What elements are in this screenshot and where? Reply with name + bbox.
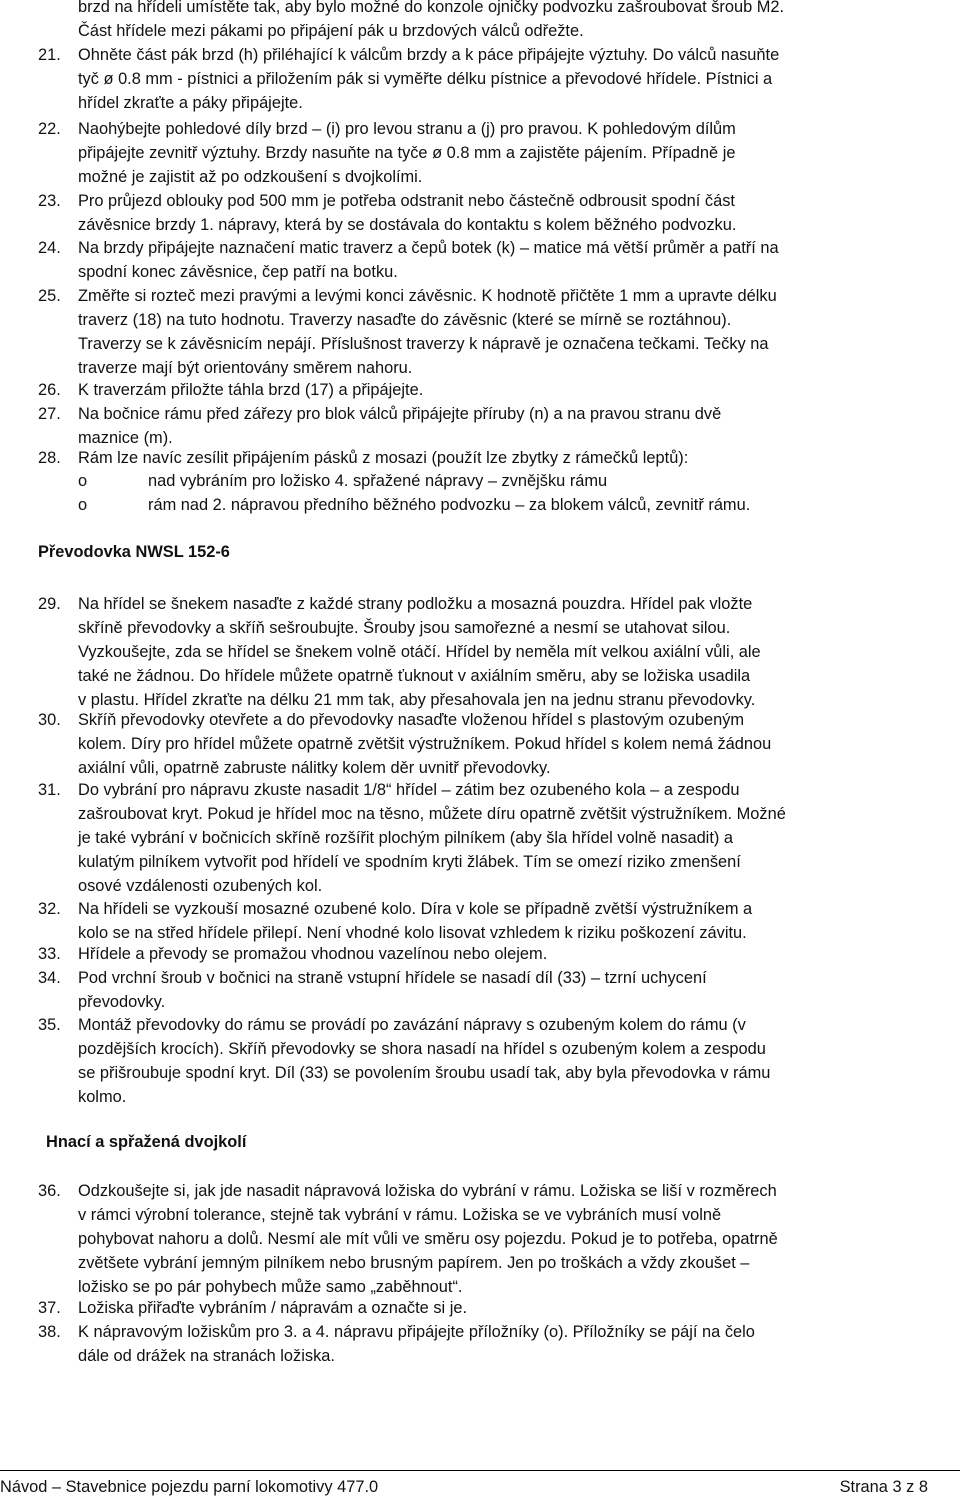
step-number: 22. [38,120,61,138]
page-number: Strana 3 z 8 [839,1478,928,1496]
step-number: 34. [38,969,61,987]
step-line: tyč ø 0.8 mm - pístnici a přiložením pák si vyměřte délku pístnice a převodové hřídele. Pístnici a [78,70,773,88]
step-line: Skříň převodovky otevřete a do převodovky nasaďte vloženou hřídel s plastovým ozubeným [78,711,745,729]
step-line: v plastu. Hřídel zkraťte na délku 21 mm tak, aby přesahovala jen na jednu stranu převodovky. [78,691,756,709]
footer-title: Návod – Stavebnice pojezdu parní lokomotivy 477.0 [0,1478,379,1496]
step-number: 37. [38,1299,61,1317]
step-line: zvětšete vybrání jemným pilníkem nebo brusným papírem. Jen po troškách a vždy zkoušet – [78,1254,750,1272]
step-number: 24. [38,239,61,257]
step-line: Na hřídel se šnekem nasaďte z každé strany podložku a mosazná pouzdra. Hřídel pak vložte [78,595,753,613]
step-line: se přišroubuje spodní kryt. Díl (33) se povolením šroubu usadí tak, aby byla převodovka v rámu [78,1064,771,1082]
step-line: K nápravovým ložiskům pro 3. a 4. nápravu připájejte příložníky (o). Příložníky se pájí na čelo [78,1323,755,1341]
step-number: 36. [38,1182,61,1200]
step-line: zašroubovat kryt. Pokud je hřídel moc na těsno, můžete díru opatrně zvětšit výstružníkem. Možné [78,805,786,823]
bullet-marker: o [78,496,88,514]
step-line: kulatým pilníkem vytvořit pod hřídelí ve spodním kryti žlábek. Tím se omezí riziko zmenšení [78,853,741,871]
step-number: 33. [38,945,61,963]
paragraph-line: brzd na hřídeli umístěte tak, aby bylo možné do konzole ojničky podvozku zašroubovat šroub M2. [78,0,785,16]
step-number: 25. [38,287,61,305]
step-line: spodní konec závěsnice, čep patří na botku. [78,263,398,281]
step-line: traverze mají být orientovány směrem nahoru. [78,359,413,377]
step-line: pohybovat nahoru a dolů. Nesmí ale mít vůli ve směru osy pojezdu. Pokud je to potřeba, opatrně [78,1230,778,1248]
bullet-text: nad vybráním pro ložisko 4. spřažené nápravy – zvnějšku rámu [148,472,608,490]
step-number: 23. [38,192,61,210]
step-number: 26. [38,381,61,399]
step-line: závěsnice brzdy 1. nápravy, která by se dostávala do kontaktu s kolem běžného podvozku. [78,216,737,234]
step-line: Vyzkoušejte, zda se hřídel se šnekem volně otáčí. Hřídel by neměla mít velkou axiální vůli, ale [78,643,761,661]
paragraph-line: Část hřídele mezi pákami po připájení pák u brzdových válců odřežte. [78,22,584,40]
step-line: traverz (18) na tuto hodnotu. Traverzy nasaďte do závěsnic (které se mírně se roztáhnou). [78,311,732,329]
step-line: Naohýbejte pohledové díly brzd – (i) pro levou stranu a (j) pro pravou. K pohledovým dílům [78,120,736,138]
step-line: kolem. Díry pro hřídel můžete opatrně zvětšit výstružníkem. Pokud hřídel s kolem nemá žádnou [78,735,772,753]
step-line: Pod vrchní šroub v bočnici na straně vstupní hřídele se nasadí díl (33) – tzrní uchycení [78,969,707,987]
step-line: v rámci výrobní tolerance, stejně tak vybrání v rámu. Ložiska se ve vybráních musí volně [78,1206,722,1224]
step-line: Traverzy se k závěsnicím nepájí. Příslušnost traverzy k nápravě je označena tečkami. Tečky na [78,335,769,353]
step-line: převodovky. [78,993,166,1011]
step-number: 31. [38,781,61,799]
step-line: Na brzdy připájejte naznačení matic traverz a čepů botek (k) – matice má větší průměr a patří na [78,239,779,257]
step-line: maznice (m). [78,429,173,447]
step-line: Změřte si rozteč mezi pravými a levými konci závěsnic. K hodnotě přičtěte 1 mm a upravte délku [78,287,777,305]
step-number: 35. [38,1016,61,1034]
step-line: hřídel zkraťte a páky připájejte. [78,94,303,112]
step-number: 29. [38,595,61,613]
step-line: Pro průjezd oblouky pod 500 mm je potřeba odstranit nebo částečně odbrousit spodní část [78,192,735,210]
section-heading-wheelsets: Hnací a spřažená dvojkolí [46,1133,247,1151]
step-line: skříně převodovky a skříň sešroubujte. Šrouby jsou samořezné a nesmí se utahovat silou. [78,619,731,637]
step-line: dále od drážek na stranách ložiska. [78,1347,335,1365]
step-number: 32. [38,900,61,918]
step-number: 38. [38,1323,61,1341]
page-footer [0,1460,960,1501]
section-heading-gearbox: Převodovka NWSL 152-6 [38,543,230,561]
step-line: Rám lze navíc zesílit připájením pásků z mosazi (použít lze zbytky z rámečků leptů): [78,449,689,467]
step-line: Ohněte část pák brzd (h) přiléhající k válcům brzdy a k páce připájejte výztuhy. Do válců nasuňte [78,46,780,64]
step-line: kolmo. [78,1088,127,1106]
step-number: 21. [38,46,61,64]
footer-divider [0,1470,960,1471]
step-line: Do vybrání pro nápravu zkuste nasadit 1/8“ hřídel – zátim bez ozubeného kola – a zespodu [78,781,740,799]
step-line: ložisko se po pár pohybech může samo „zaběhnout“. [78,1278,463,1296]
step-line: Odzkoušejte si, jak jde nasadit nápravová ložiska do vybrání v rámu. Ložiska se liší v rozměrech [78,1182,777,1200]
step-line: K traverzám přiložte táhla brzd (17) a připájejte. [78,381,424,399]
bullet-text: rám nad 2. nápravou předního běžného podvozku – za blokem válců, zevnitř rámu. [148,496,751,514]
step-line: připájejte zevnitř výztuhy. Brzdy nasuňte na tyče ø 0.8 mm a zajistěte pájením. Případně je [78,144,736,162]
step-line: Na hřídeli se vyzkouší mosazné ozubené kolo. Díra v kole se případně zvětší výstružníkem a [78,900,753,918]
step-number: 27. [38,405,61,423]
step-line: Hřídele a převody se promažou vhodnou vazelínou nebo olejem. [78,945,548,963]
step-number: 28. [38,449,61,467]
step-line: Ložiska přiřaďte vybráním / nápravám a označte si je. [78,1299,468,1317]
step-number: 30. [38,711,61,729]
step-line: Montáž převodovky do rámu se provádí po zavázání nápravy s ozubeným kolem do rámu (v [78,1016,746,1034]
step-line: Na bočnice rámu před zářezy pro blok válců připájejte příruby (n) a na pravou stranu dvě [78,405,722,423]
step-line: možné je zajistit až po odzkoušení s dvojkolími. [78,168,423,186]
step-line: osové vzdálenosti ozubených kol. [78,877,323,895]
step-line: kolo se na střed hřídele přilepí. Není vhodné kolo lisovat vzhledem k riziku poškození závitu. [78,924,747,942]
bullet-marker: o [78,472,88,490]
step-line: je také vybrání v bočnicích skříně rozšířit plochým pilníkem (aby šla hřídel volně nasadit) a [78,829,734,847]
step-line: axiální vůli, opatrně zabruste nálitky kolem děr uvnitř převodovky. [78,759,551,777]
step-line: také ne žádnou. Do hřídele můžete opatrně ťuknout v axiálním směru, aby se ložiska usadila [78,667,751,685]
step-line: pozdějších krocích). Skříň převodovky se shora nasadí na hřídel s ozubeným kolem a zespodu [78,1040,766,1058]
